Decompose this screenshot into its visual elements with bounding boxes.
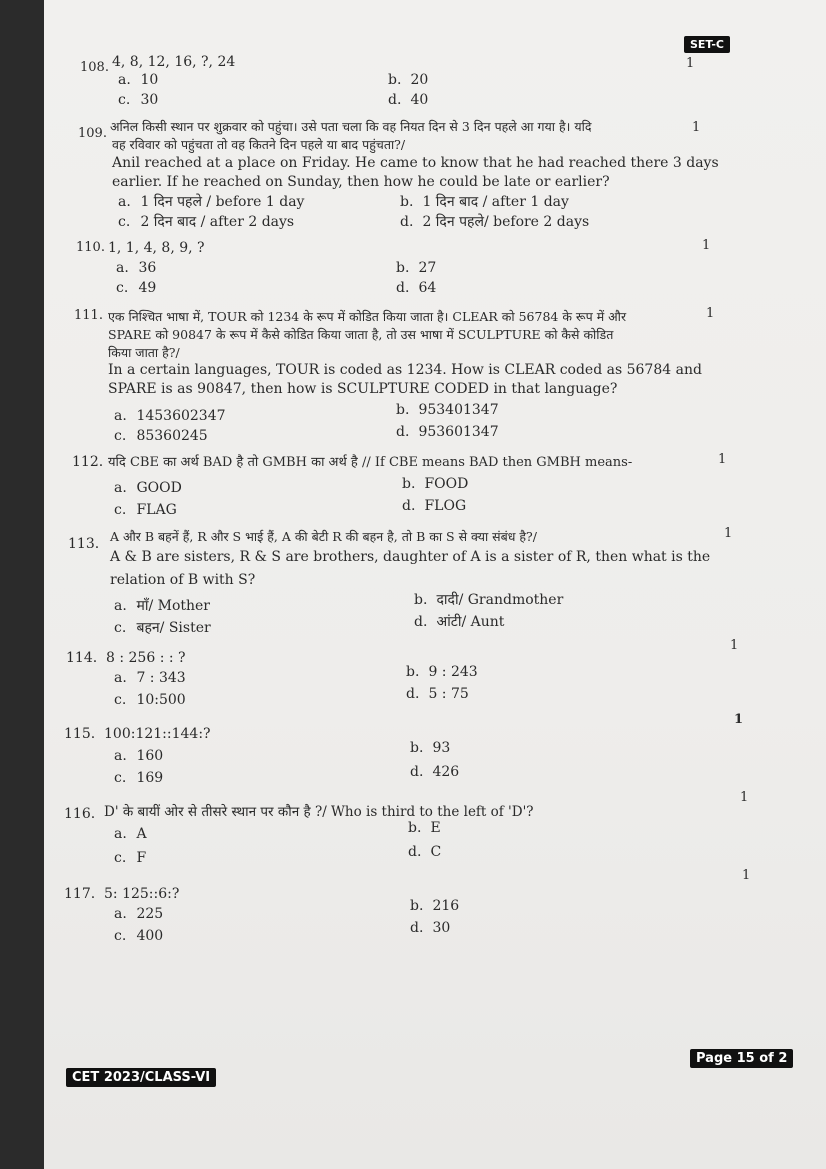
option-c: c. F xyxy=(114,850,147,866)
question-number: 113. xyxy=(68,536,100,552)
option-d: d. 5 : 75 xyxy=(406,686,469,702)
question-text-line: अनिल किसी स्थान पर शुक्रवार को पहुंचा। उसे पता चला कि वह नियत दिन से 3 दिन पहले आ गया है। यदि xyxy=(110,119,592,134)
question-text-line: In a certain languages, TOUR is coded as 1234. How is CLEAR coded as 56784 and xyxy=(108,362,702,378)
question-text-line: किया जाता है?/ xyxy=(108,345,180,360)
option-c: c. 10:500 xyxy=(114,692,186,708)
option-b: b. E xyxy=(408,820,441,836)
option-c: c. 2 दिन बाद / after 2 days xyxy=(118,214,295,230)
option-c: c. 400 xyxy=(114,928,164,944)
question-mark: 1 xyxy=(692,120,701,135)
question-mark: 1 xyxy=(740,790,749,805)
option-b: b. 1 दिन बाद / after 1 day xyxy=(400,194,569,210)
option-d: d. 2 दिन पहले/ before 2 days xyxy=(400,214,590,230)
option-d: d. 426 xyxy=(410,764,460,780)
question-text-line: relation of B with S? xyxy=(110,572,256,588)
question-number: 110. xyxy=(76,240,105,255)
option-b: b. 27 xyxy=(396,260,437,276)
option-d: d. 30 xyxy=(410,920,451,936)
option-c: c. बहन/ Sister xyxy=(114,620,211,636)
option-d: d. C xyxy=(408,844,442,860)
option-c: c. 30 xyxy=(118,92,159,108)
option-a: a. 1453602347 xyxy=(114,408,226,424)
option-b: b. FOOD xyxy=(402,476,469,492)
option-b: b. 216 xyxy=(410,898,460,914)
option-c: c. FLAG xyxy=(114,502,177,518)
option-a: a. 160 xyxy=(114,748,164,764)
question-number: 116. xyxy=(64,806,96,822)
option-a: a. 225 xyxy=(114,906,164,922)
question-mark: 1 xyxy=(724,526,733,541)
option-a: a. माँ/ Mother xyxy=(114,598,211,614)
option-c: c. 169 xyxy=(114,770,164,786)
question-number: 114. xyxy=(66,650,98,666)
question-mark: 1 xyxy=(718,452,727,467)
question-number: 112. xyxy=(72,454,104,470)
option-b: b. 953401347 xyxy=(396,402,499,418)
question-text: 4, 8, 12, 16, ?, 24 xyxy=(112,54,236,70)
question-text-line: A & B are sisters, R & S are brothers, daughter of A is a sister of R, then what is the xyxy=(110,549,711,565)
exam-label-badge: CET 2023/CLASS-VI xyxy=(66,1068,216,1087)
option-d: d. 64 xyxy=(396,280,437,296)
option-b: b. 93 xyxy=(410,740,451,756)
set-badge: SET-C xyxy=(684,36,730,53)
option-a: a. A xyxy=(114,826,147,842)
question-number: 111. xyxy=(74,308,103,323)
option-d: d. आंटी/ Aunt xyxy=(414,614,505,630)
question-text: यदि CBE का अर्थ BAD है तो GMBH का अर्थ है // If CBE means BAD then GMBH means- xyxy=(108,455,633,470)
question-text: 1, 1, 4, 8, 9, ? xyxy=(108,240,205,256)
question-number: 108. xyxy=(80,60,109,75)
question-text-line: वह रविवार को पहुंचता तो वह कितने दिन पहले या बाद पहुंचता?/ xyxy=(112,137,406,152)
option-b: b. 20 xyxy=(388,72,429,88)
question-number: 109. xyxy=(78,126,107,141)
question-number: 117. xyxy=(64,886,96,902)
question-mark: 1 xyxy=(686,56,695,71)
option-b: b. दादी/ Grandmother xyxy=(414,592,564,608)
option-d: d. 40 xyxy=(388,92,429,108)
option-a: a. 7 : 343 xyxy=(114,670,186,686)
question-mark: 1 xyxy=(734,712,744,727)
question-text: D' के बायीं ओर से तीसरे स्थान पर कौन है ?/ Who is third to the left of 'D'? xyxy=(104,804,534,820)
question-text: 8 : 256 : : ? xyxy=(106,650,186,666)
option-b: b. 9 : 243 xyxy=(406,664,478,680)
option-a: a. GOOD xyxy=(114,480,182,496)
question-text-line: A और B बहनें हैं, R और S भाई हैं, A की बेटी R की बहन है, तो B का S से क्या संबंध है?/ xyxy=(110,529,537,544)
question-text: 100:121::144:? xyxy=(104,726,211,742)
option-a: a. 1 दिन पहले / before 1 day xyxy=(118,194,305,210)
question-text: 5: 125::6:? xyxy=(104,886,180,902)
question-text-line: SPARE is as 90847, then how is SCULPTURE CODED in that language? xyxy=(108,381,618,397)
page-number-badge: Page 15 of 2 xyxy=(690,1049,793,1068)
question-mark: 1 xyxy=(742,868,751,883)
question-text-line: SPARE को 90847 के रूप में कैसे कोडित किया जाता है, तो उस भाषा में SCULPTURE को कैसे कोडित xyxy=(108,327,614,342)
question-mark: 1 xyxy=(730,638,739,653)
question-number: 115. xyxy=(64,726,96,742)
option-c: c. 49 xyxy=(116,280,157,296)
question-text-line: earlier. If he reached on Sunday, then how he could be late or earlier? xyxy=(112,174,610,190)
question-text-line: एक निश्चित भाषा में, TOUR को 1234 के रूप में कोडित किया जाता है। CLEAR को 56784 के रूप में और xyxy=(108,309,627,324)
option-a: a. 10 xyxy=(118,72,159,88)
question-mark: 1 xyxy=(702,238,711,253)
exam-page xyxy=(44,0,826,1169)
option-d: d. FLOG xyxy=(402,498,467,514)
question-mark: 1 xyxy=(706,306,715,321)
option-d: d. 953601347 xyxy=(396,424,499,440)
option-c: c. 85360245 xyxy=(114,428,208,444)
question-text-line: Anil reached at a place on Friday. He came to know that he had reached there 3 days xyxy=(112,155,719,171)
option-a: a. 36 xyxy=(116,260,157,276)
